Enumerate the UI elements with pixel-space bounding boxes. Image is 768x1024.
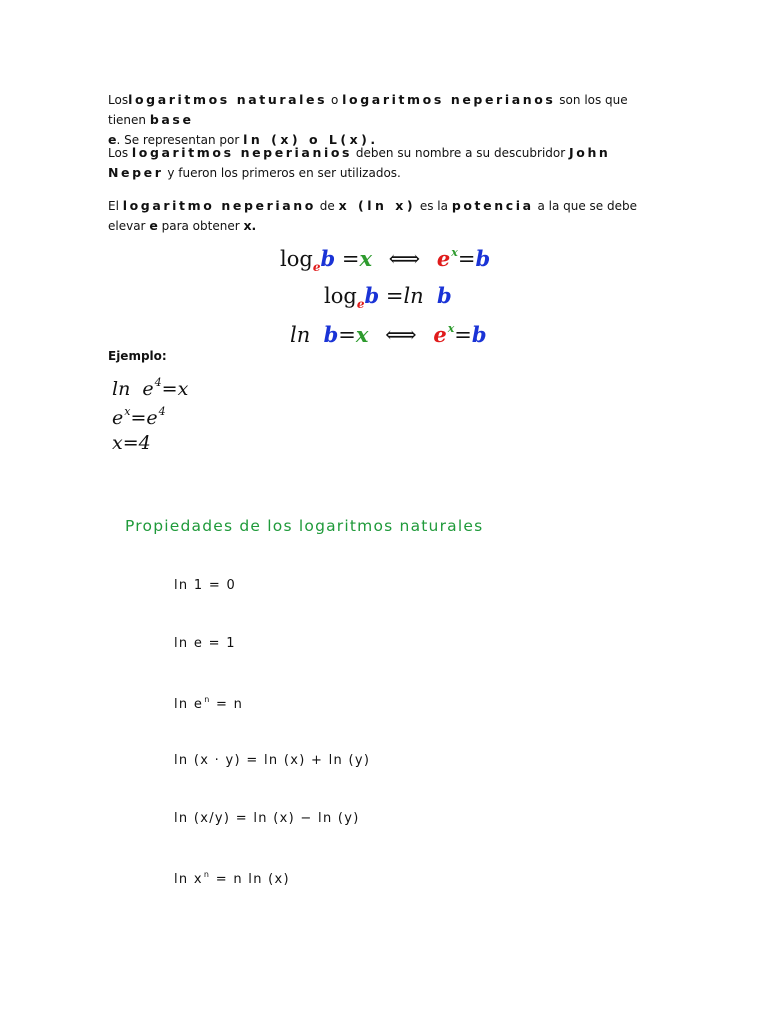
var-x: x	[359, 246, 372, 271]
iff-arrow-icon: ⟺	[385, 323, 417, 348]
exponent: n	[203, 870, 211, 879]
text: . Se representan por	[116, 133, 244, 147]
ln-symbol: ln	[403, 284, 424, 308]
text: = n	[210, 697, 244, 712]
base-e: e	[112, 407, 124, 429]
term-potencia: potencia	[451, 198, 534, 213]
text: de	[315, 199, 339, 213]
history-paragraph	[108, 143, 648, 183]
property-power	[174, 870, 290, 887]
term-neperian-logs: logaritmos neperianos	[342, 92, 556, 107]
base-e: e	[142, 378, 154, 400]
var-b: b	[475, 246, 491, 271]
property-ln-1: ln 1 = 0	[174, 578, 237, 593]
equals-x: =x	[161, 378, 189, 400]
formula-ln-equivalence	[290, 322, 487, 348]
name-john-neper: John Neper	[108, 145, 611, 180]
equals: =	[385, 284, 404, 308]
example-line-1	[112, 376, 188, 400]
text: El	[108, 199, 123, 213]
formula-log-equivalence	[280, 246, 490, 274]
text: son los que tienen	[108, 93, 628, 127]
notation-x-ln-x: x (ln x)	[338, 198, 417, 213]
var-b: b	[471, 322, 487, 347]
base-e: e	[433, 322, 447, 347]
equals: =	[457, 247, 476, 271]
var-x: x	[355, 322, 369, 347]
exponent: 4	[158, 405, 166, 418]
exp-x: x	[451, 246, 458, 259]
var-b: b	[320, 246, 336, 271]
term-natural-logs: logaritmos naturales	[128, 92, 328, 107]
exponent: x	[124, 405, 131, 418]
ln-symbol: ln	[112, 378, 131, 400]
notation-L: L(x).	[328, 132, 379, 147]
base-e: e	[312, 260, 321, 274]
var-b: b	[437, 283, 452, 308]
exponent: n	[204, 695, 211, 704]
equals: =	[454, 323, 472, 347]
exp-x: x	[447, 322, 455, 335]
var-b: b	[323, 322, 339, 347]
property-quotient: ln (x/y) = ln (x) − ln (y)	[174, 811, 360, 826]
text: o	[327, 93, 343, 107]
text: a la que se debe elevar	[108, 199, 637, 233]
text: para obtener	[157, 219, 244, 233]
var-b: b	[364, 283, 380, 308]
property-ln-e-n	[174, 695, 243, 712]
definition-paragraph	[108, 196, 648, 236]
intro-paragraph	[108, 90, 648, 150]
iff-arrow-icon: ⟺	[388, 247, 421, 272]
log-symbol: log	[280, 247, 313, 271]
term-x: x.	[243, 218, 257, 233]
property-product: ln (x · y) = ln (x) + ln (y)	[174, 753, 371, 768]
text: Los	[108, 146, 132, 160]
log-symbol: log	[324, 284, 357, 308]
example-label: Ejemplo:	[108, 349, 167, 363]
text: Los	[108, 93, 129, 107]
text: deben su nombre a su descubridor	[352, 146, 569, 160]
ln-symbol: ln	[290, 323, 311, 347]
term-base: base	[149, 112, 194, 127]
base-e: e	[436, 246, 451, 271]
example-line-2	[112, 405, 166, 429]
text: y fueron los primeros en ser utilizados.	[163, 166, 401, 180]
formula-log-equals-ln	[324, 283, 452, 311]
property-ln-e: ln e = 1	[174, 636, 236, 651]
equals: =	[341, 247, 360, 271]
notation-ln: ln (x)	[243, 132, 302, 147]
text: = n ln (x)	[210, 872, 290, 887]
base-e: e	[356, 297, 365, 311]
exponent: 4	[154, 376, 162, 389]
term-e: e	[108, 132, 117, 147]
term-e: e	[149, 218, 158, 233]
term-neperianios: logaritmos neperianios	[131, 145, 353, 160]
text: es la	[416, 199, 452, 213]
text: ln e	[174, 697, 204, 712]
text: o	[301, 132, 329, 147]
text: ln x	[174, 872, 203, 887]
equals: =	[338, 323, 356, 347]
properties-heading: Propiedades de los logaritmos naturales	[125, 517, 484, 535]
example-line-3: x=4	[112, 432, 151, 454]
term-logaritmo-neperiano: logaritmo neperiano	[122, 198, 316, 213]
equals-e: =e	[130, 407, 158, 429]
